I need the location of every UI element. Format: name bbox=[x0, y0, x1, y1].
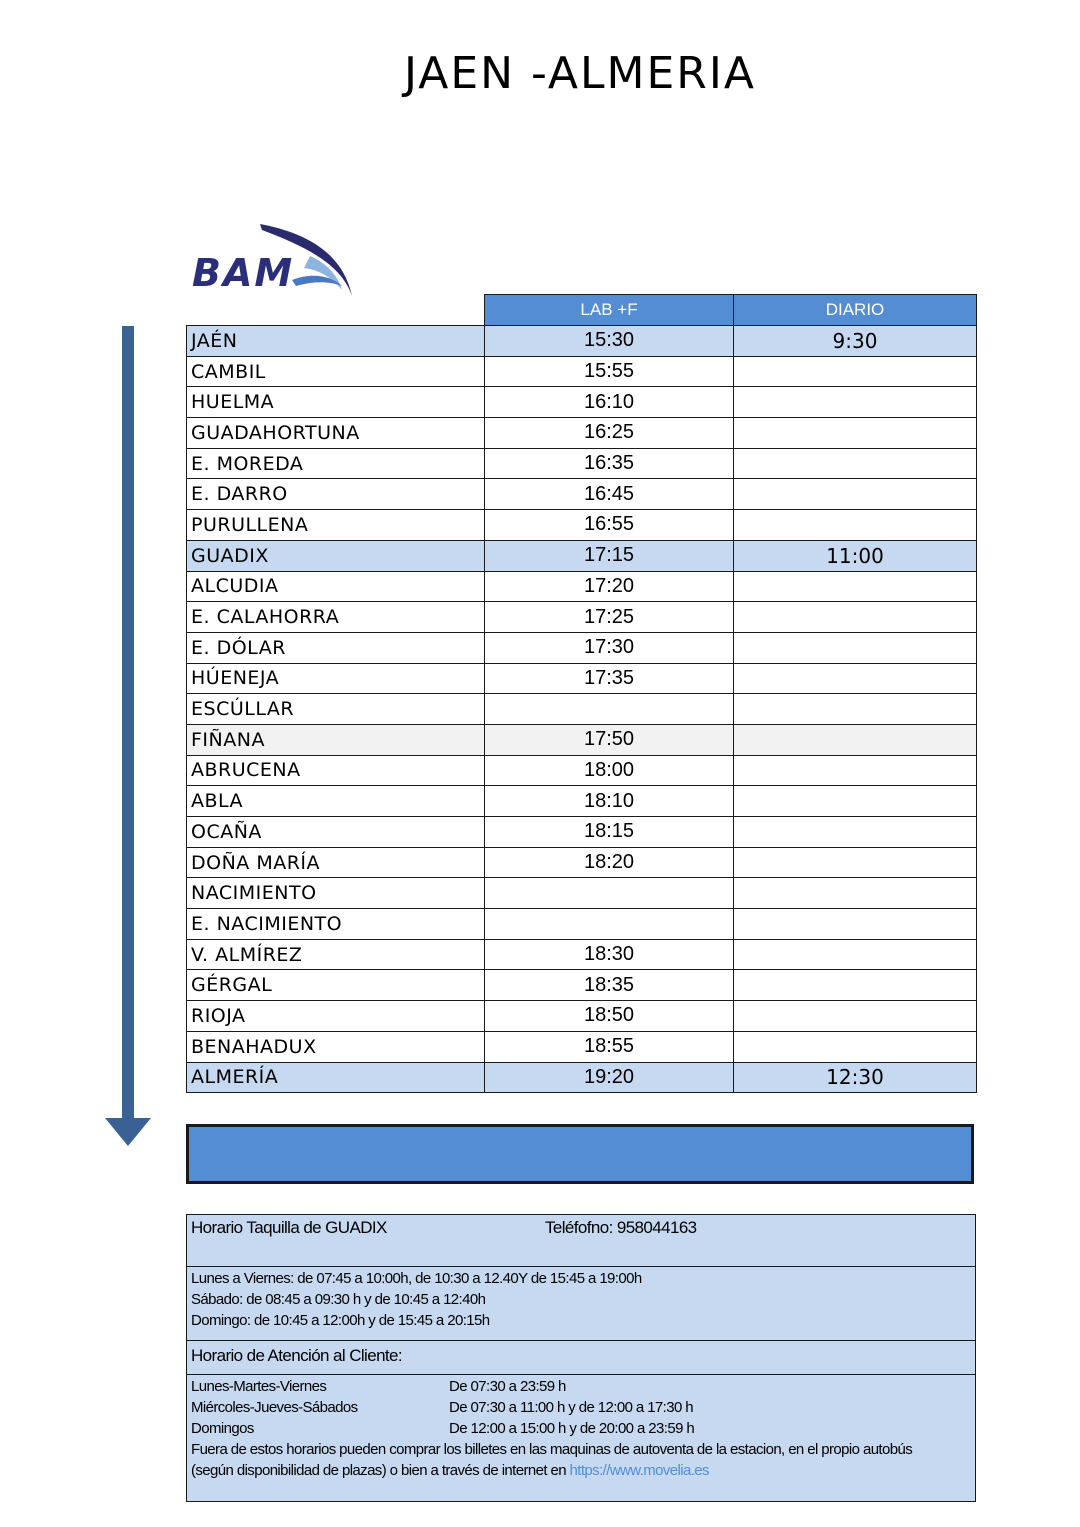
stop-name: FIÑANA bbox=[187, 724, 485, 755]
diario-time bbox=[734, 602, 977, 633]
diario-time bbox=[734, 418, 977, 449]
table-row bbox=[187, 632, 977, 663]
taquilla-line: Lunes a Viernes: de 07:45 a 10:00h, de 10:30 a 12.40Y de 15:45 a 19:00h bbox=[191, 1270, 642, 1287]
phone-label: Teléfofno: 958044163 bbox=[545, 1218, 697, 1237]
bam-logo bbox=[192, 220, 357, 300]
lab-time: 18:15 bbox=[485, 817, 734, 848]
stop-name: E. DÓLAR bbox=[187, 632, 485, 663]
stop-name: ALMERÍA bbox=[187, 1062, 485, 1093]
table-row bbox=[187, 755, 977, 786]
diario-time: 12:30 bbox=[734, 1062, 977, 1093]
lab-time: 17:35 bbox=[485, 663, 734, 694]
schedule-table bbox=[186, 294, 977, 1093]
stop-name: V. ALMÍREZ bbox=[187, 939, 485, 970]
table-row bbox=[187, 356, 977, 387]
diario-time bbox=[734, 817, 977, 848]
atencion-section bbox=[187, 1341, 975, 1375]
table-row bbox=[187, 1062, 977, 1093]
diario-time bbox=[734, 878, 977, 909]
schedule-row bbox=[191, 1397, 971, 1418]
table-row bbox=[187, 939, 977, 970]
taquilla-label: Horario Taquilla de GUADIX bbox=[191, 1218, 387, 1237]
header-lab: LAB +F bbox=[485, 295, 734, 326]
schedule-hours: De 07:30 a 23:59 h bbox=[449, 1378, 566, 1395]
diario-time bbox=[734, 786, 977, 817]
diario-time: 9:30 bbox=[734, 326, 977, 357]
note-text: (según disponibilidad de plazas) o bien a través de internet en bbox=[191, 1462, 570, 1479]
table-row bbox=[187, 418, 977, 449]
table-row bbox=[187, 694, 977, 725]
stop-name: HUELMA bbox=[187, 387, 485, 418]
page-title: JAEN -ALMERIA bbox=[404, 48, 756, 99]
stop-name: E. CALAHORRA bbox=[187, 602, 485, 633]
diario-time bbox=[734, 356, 977, 387]
atencion-label: Horario de Atención al Cliente: bbox=[191, 1346, 403, 1365]
lab-time: 18:20 bbox=[485, 847, 734, 878]
table-row bbox=[187, 448, 977, 479]
diario-time bbox=[734, 479, 977, 510]
table-row bbox=[187, 724, 977, 755]
table-row bbox=[187, 602, 977, 633]
stop-name: ABRUCENA bbox=[187, 755, 485, 786]
diario-time bbox=[734, 632, 977, 663]
blue-footer-bar bbox=[186, 1124, 974, 1184]
header-diario: DIARIO bbox=[734, 295, 977, 326]
lab-time: 17:30 bbox=[485, 632, 734, 663]
diario-time bbox=[734, 755, 977, 786]
lab-time: 16:25 bbox=[485, 418, 734, 449]
diario-time bbox=[734, 448, 977, 479]
table-row bbox=[187, 326, 977, 357]
diario-time: 11:00 bbox=[734, 540, 977, 571]
stop-name: E. NACIMIENTO bbox=[187, 909, 485, 940]
diario-time bbox=[734, 510, 977, 541]
stop-name: E. MOREDA bbox=[187, 448, 485, 479]
lab-time: 15:55 bbox=[485, 356, 734, 387]
table-row bbox=[187, 970, 977, 1001]
table-row bbox=[187, 571, 977, 602]
taquilla-hours-section bbox=[187, 1267, 975, 1341]
lab-time bbox=[485, 694, 734, 725]
stop-name: OCAÑA bbox=[187, 817, 485, 848]
header-blank-cell bbox=[187, 295, 485, 326]
table-row bbox=[187, 510, 977, 541]
stop-name: BENAHADUX bbox=[187, 1031, 485, 1062]
diario-time bbox=[734, 571, 977, 602]
diario-time bbox=[734, 909, 977, 940]
lab-time: 15:30 bbox=[485, 326, 734, 357]
stop-name: E. DARRO bbox=[187, 479, 485, 510]
schedule-row bbox=[191, 1418, 971, 1439]
lab-time bbox=[485, 909, 734, 940]
stop-name: HÚENEJA bbox=[187, 663, 485, 694]
lab-time: 18:00 bbox=[485, 755, 734, 786]
schedule-hours: De 07:30 a 11:00 h y de 12:00 a 17:30 h bbox=[449, 1399, 694, 1416]
note-line: Fuera de estos horarios pueden comprar los billetes en las maquinas de autoventa de la estacion, en el propio autobús bbox=[191, 1441, 913, 1458]
diario-time bbox=[734, 1001, 977, 1032]
stop-name: ALCUDIA bbox=[187, 571, 485, 602]
table-row bbox=[187, 878, 977, 909]
lab-time: 16:45 bbox=[485, 479, 734, 510]
schedule-hours: De 12:00 a 15:00 h y de 20:00 a 23:59 h bbox=[449, 1420, 695, 1437]
movelia-link[interactable]: https://www.movelia.es bbox=[569, 1462, 709, 1479]
schedule-days: Domingos bbox=[191, 1420, 254, 1437]
diario-time bbox=[734, 1031, 977, 1062]
stop-name: PURULLENA bbox=[187, 510, 485, 541]
table-row bbox=[187, 1001, 977, 1032]
diario-time bbox=[734, 387, 977, 418]
stop-name: ABLA bbox=[187, 786, 485, 817]
lab-time: 17:20 bbox=[485, 571, 734, 602]
lab-time: 17:25 bbox=[485, 602, 734, 633]
stop-name: NACIMIENTO bbox=[187, 878, 485, 909]
lab-time: 18:10 bbox=[485, 786, 734, 817]
lab-time bbox=[485, 878, 734, 909]
stop-name: DOÑA MARÍA bbox=[187, 847, 485, 878]
stop-name: RIOJA bbox=[187, 1001, 485, 1032]
table-row bbox=[187, 387, 977, 418]
stop-name: CAMBIL bbox=[187, 356, 485, 387]
table-row bbox=[187, 909, 977, 940]
table-row bbox=[187, 479, 977, 510]
taquilla-section bbox=[187, 1215, 975, 1267]
schedule-row bbox=[191, 1376, 971, 1397]
diario-time bbox=[734, 939, 977, 970]
table-row bbox=[187, 786, 977, 817]
stop-name: GÉRGAL bbox=[187, 970, 485, 1001]
logo-text: BAM bbox=[192, 251, 295, 295]
diario-time bbox=[734, 970, 977, 1001]
lab-time: 17:15 bbox=[485, 540, 734, 571]
lab-time: 18:50 bbox=[485, 1001, 734, 1032]
lab-time: 18:30 bbox=[485, 939, 734, 970]
direction-arrow-icon bbox=[104, 326, 154, 1148]
table-row bbox=[187, 817, 977, 848]
info-box bbox=[186, 1214, 976, 1502]
taquilla-line: Sábado: de 08:45 a 09:30 h y de 10:45 a 12:40h bbox=[191, 1291, 486, 1308]
stop-name: ESCÚLLAR bbox=[187, 694, 485, 725]
table-header-row bbox=[187, 295, 977, 326]
stop-name: GUADIX bbox=[187, 540, 485, 571]
table-row bbox=[187, 1031, 977, 1062]
note-line-2 bbox=[191, 1460, 971, 1481]
table-row bbox=[187, 540, 977, 571]
table-row bbox=[187, 847, 977, 878]
schedule-days: Lunes-Martes-Viernes bbox=[191, 1378, 327, 1395]
table-row bbox=[187, 663, 977, 694]
lab-time: 17:50 bbox=[485, 724, 734, 755]
diario-time bbox=[734, 724, 977, 755]
atencion-hours-section bbox=[187, 1375, 975, 1501]
diario-time bbox=[734, 663, 977, 694]
lab-time: 16:35 bbox=[485, 448, 734, 479]
stop-name: JAÉN bbox=[187, 326, 485, 357]
lab-time: 16:55 bbox=[485, 510, 734, 541]
lab-time: 18:35 bbox=[485, 970, 734, 1001]
diario-time bbox=[734, 847, 977, 878]
lab-time: 16:10 bbox=[485, 387, 734, 418]
schedule-days: Miércoles-Jueves-Sábados bbox=[191, 1399, 358, 1416]
lab-time: 18:55 bbox=[485, 1031, 734, 1062]
stop-name: GUADAHORTUNA bbox=[187, 418, 485, 449]
taquilla-line: Domingo: de 10:45 a 12:00h y de 15:45 a 20:15h bbox=[191, 1312, 490, 1329]
lab-time: 19:20 bbox=[485, 1062, 734, 1093]
diario-time bbox=[734, 694, 977, 725]
